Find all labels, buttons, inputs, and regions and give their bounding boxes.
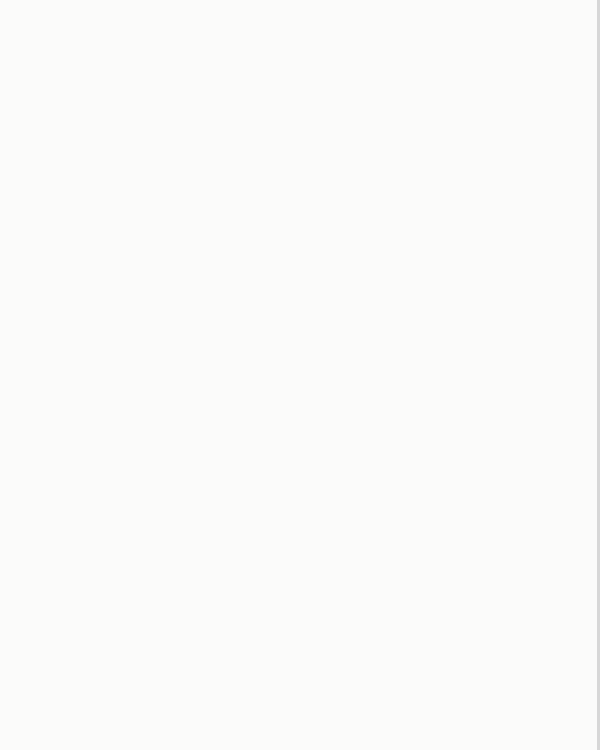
section-heading	[97, 30, 475, 42]
table-of-contents	[97, 30, 475, 43]
